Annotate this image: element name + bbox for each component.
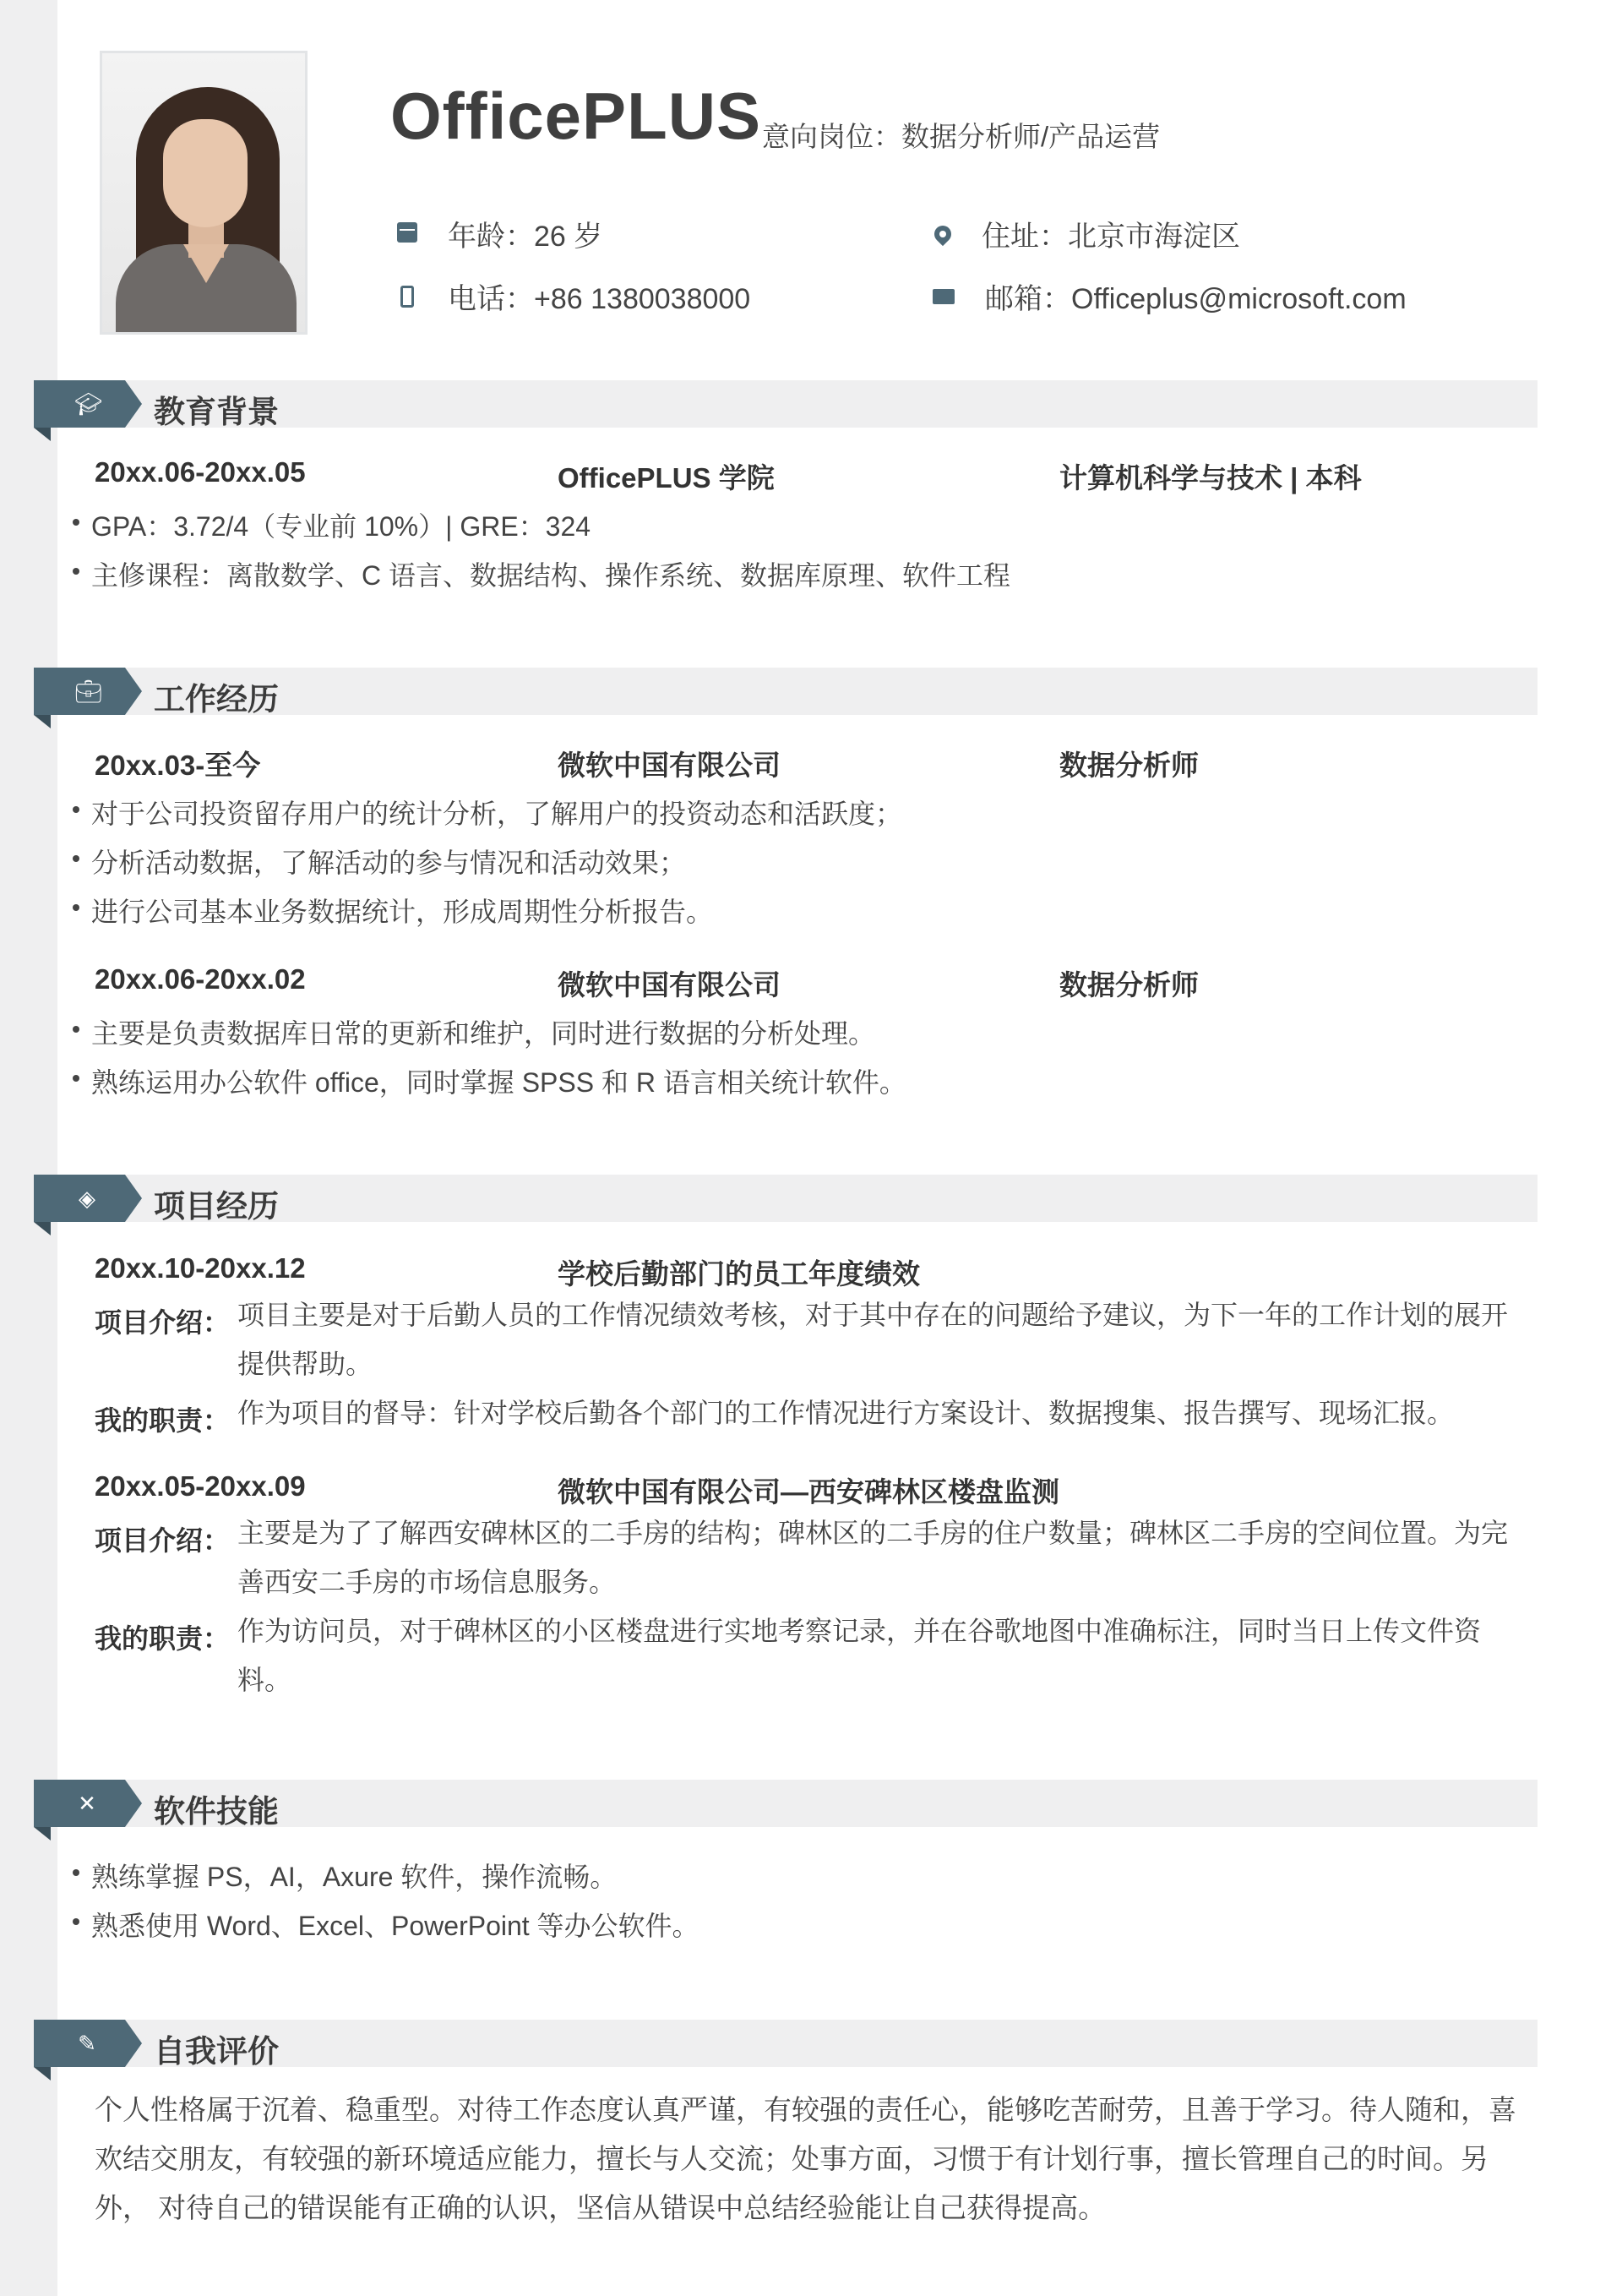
project-intro: 项目主要是对于后勤人员的工作情况绩效考核，对于其中存在的问题给予建议，为下一年的工作计划的展开提供帮助。 — [237, 1300, 1509, 1379]
project-intro-label: 项目介绍： — [95, 1525, 231, 1556]
list-item: 主要是负责数据库日常的更新和维护，同时进行数据的分析处理。 — [91, 1012, 875, 1051]
list-item: 熟悉使用 Word、Excel、PowerPoint 等办公软件。 — [91, 1905, 699, 1944]
self-eval-text: 个人性格属于沉着、稳重型。对待工作态度认真严谨，有较强的责任心，能够吃苦耐劳，且善于学习。待人随和，喜欢结交朋友，有较强的新环境适应能力，擅长与人交流；处事方面，习惯于有计划行事，擅长管理自己的时间。另外， 对待自己的错误能有正确的认识，坚信从错误中总结经验能让自己获得提高。 — [95, 2094, 1516, 2223]
section-title: 自我评价 — [154, 2034, 279, 2069]
address-info — [933, 213, 1240, 254]
section-self-eval — [0, 2020, 1538, 2067]
profile-photo — [100, 51, 308, 335]
section-education — [0, 380, 1538, 428]
tools-icon: ✕ — [78, 1791, 96, 1816]
project-intro: 主要是为了了解西安碑林区的二手房的结构；碑林区的二手房的住户数量；碑林区二手房的空间位置。为完善西安二手房的市场信息服务。 — [237, 1518, 1509, 1597]
location-pin-icon — [931, 221, 955, 245]
project-date: 20xx.10-20xx.12 — [95, 1252, 306, 1284]
project-intro-label: 项目介绍： — [95, 1307, 231, 1338]
section-title: 工作经历 — [154, 682, 279, 717]
calendar-icon — [397, 222, 417, 243]
email-info — [933, 275, 1407, 317]
phone-icon — [400, 286, 414, 308]
project-duty-label: 我的职责： — [95, 1405, 231, 1436]
section-projects — [0, 1175, 1538, 1222]
list-item: 进行公司基本业务数据统计，形成周期性分析报告。 — [91, 891, 713, 930]
mail-icon — [933, 289, 955, 304]
list-item: GPA：3.72/4（专业前 10%）| GRE：324 — [91, 505, 591, 544]
edu-date: 20xx.06-20xx.05 — [95, 456, 306, 488]
job-company: 微软中国有限公司 — [558, 750, 781, 781]
email-text: 邮箱：Officeplus@microsoft.com — [985, 283, 1407, 315]
section-skills — [0, 1780, 1538, 1827]
edit-icon: ✎ — [78, 2031, 96, 2056]
project-duty: 作为项目的督导：针对学校后勤各个部门的工作情况进行方案设计、数据搜集、报告撰写、现场汇报。 — [237, 1398, 1455, 1428]
list-item: 熟练运用办公软件 office，同时掌握 SPSS 和 R 语言相关统计软件。 — [91, 1061, 906, 1100]
edu-school: OfficePLUS 学院 — [558, 462, 775, 494]
project-date: 20xx.05-20xx.09 — [95, 1470, 306, 1502]
list-item: 分析活动数据，了解活动的参与情况和活动效果； — [91, 842, 686, 881]
section-title: 教育背景 — [154, 395, 279, 429]
job-role: 数据分析师 — [1059, 969, 1199, 1001]
list-item: 主修课程：离散数学、C 语言、数据结构、操作系统、数据库原理、软件工程 — [91, 554, 1010, 593]
list-item: 熟练掌握 PS，AI，Axure 软件，操作流畅。 — [91, 1856, 617, 1895]
list-item: 对于公司投资留存用户的统计分析，了解用户的投资动态和活跃度； — [91, 793, 902, 832]
phone-text: 电话：+86 1380038000 — [448, 283, 751, 315]
job-role: 数据分析师 — [1059, 750, 1199, 781]
project-name: 学校后勤部门的员工年度绩效 — [558, 1258, 920, 1290]
age-text: 年龄：26 岁 — [448, 221, 603, 253]
project-duty-label: 我的职责： — [95, 1623, 231, 1654]
job-date: 20xx.03-至今 — [95, 750, 261, 781]
age-info — [397, 213, 602, 254]
project-name: 微软中国有限公司—西安碑林区楼盘监测 — [558, 1476, 1059, 1508]
job-company: 微软中国有限公司 — [558, 969, 781, 1001]
left-strip — [0, 0, 57, 2296]
section-work — [0, 668, 1538, 715]
edu-major: 计算机科学与技术 | 本科 — [1059, 462, 1362, 494]
section-title: 软件技能 — [154, 1794, 279, 1829]
layers-icon: ◈ — [79, 1186, 95, 1211]
phone-info — [397, 275, 750, 317]
briefcase-icon: 💼︎ — [74, 679, 103, 704]
candidate-name: OfficePLUS — [390, 79, 762, 153]
project-duty: 作为访问员，对于碑林区的小区楼盘进行实地考察记录，并在谷歌地图中准确标注，同时当日上传文件资料。 — [237, 1616, 1482, 1695]
address-text: 住址：北京市海淀区 — [982, 221, 1240, 253]
job-intent: 意向岗位：数据分析师/产品运营 — [762, 121, 1161, 152]
job-date: 20xx.06-20xx.02 — [95, 963, 306, 995]
section-title: 项目经历 — [154, 1189, 279, 1224]
graduation-cap-icon: 🎓︎ — [74, 391, 103, 417]
